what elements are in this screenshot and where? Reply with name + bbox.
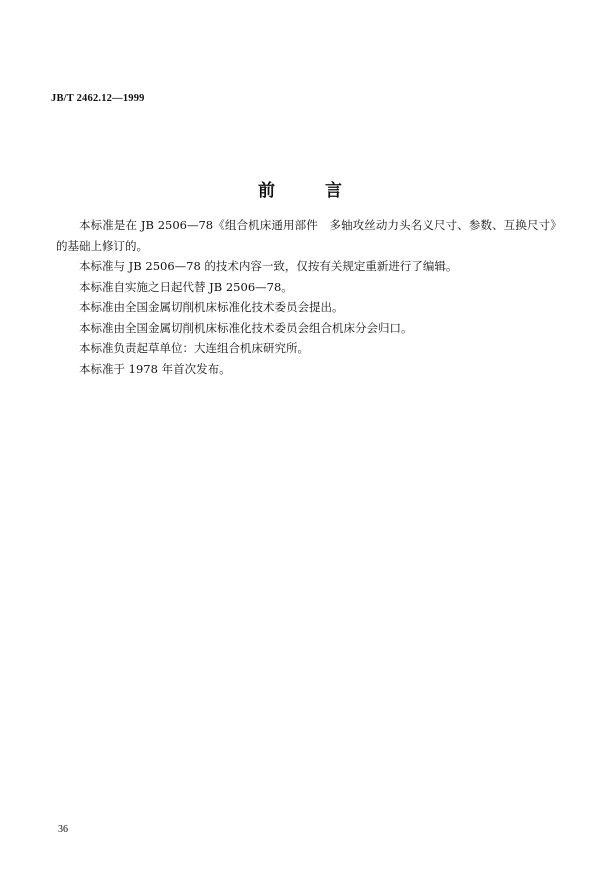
section-title: 前 言 [258,181,364,201]
paragraph: 本标准于 1978 年首次发布。 [79,361,231,376]
foreword-body [56,215,556,379]
page-number: 36 [58,824,68,835]
paragraph: 本标准自实施之日起代替 JB 2506—78。 [79,279,293,294]
standard-number: JB/T 2462.12—1999 [51,93,145,104]
paragraph: 本标准由全国金属切削机床标准化技术委员会组合机床分会归口。 [79,320,413,335]
paragraph: 本标准与 JB 2506—78 的技术内容一致，仅按有关规定重新进行了编辑。 [79,259,458,273]
paragraph: 本标准是在 JB 2506—78《组合机床通用部件 多轴攻丝动力头名义尺寸、参数、互换尺寸》的基础上修订的。 [56,218,556,253]
paragraph: 本标准由全国金属切削机床标准化技术委员会提出。 [79,300,344,314]
paragraph: 本标准负责起草单位：大连组合机床研究所。 [79,341,309,355]
